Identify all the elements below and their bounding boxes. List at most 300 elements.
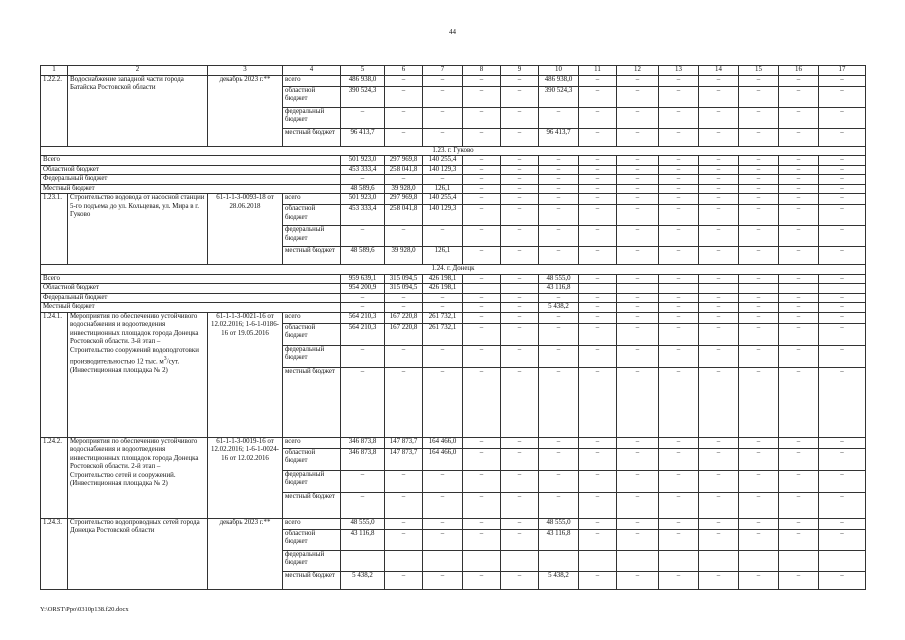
value-cell: – (779, 571, 819, 589)
measure-row (41, 312, 866, 323)
budget-type-label: областной бюджет (283, 86, 341, 107)
value-cell: – (385, 529, 423, 550)
value-cell: – (501, 165, 539, 175)
value-cell: – (779, 247, 819, 265)
value-cell: – (699, 75, 739, 86)
value-cell: – (659, 175, 699, 185)
value-cell: – (539, 312, 579, 323)
value-cell: – (819, 194, 866, 205)
section-title: 1.23. г. Гуково (41, 146, 866, 156)
value-cell: – (385, 175, 423, 185)
value-cell: – (579, 312, 617, 323)
value-cell: – (463, 247, 501, 265)
value-cell: – (423, 175, 463, 185)
value-cell: 390 524,3 (539, 86, 579, 107)
budget-type-label: областной бюджет (283, 323, 341, 345)
value-cell: – (579, 75, 617, 86)
column-number: 16 (779, 66, 819, 76)
value-cell: – (819, 303, 866, 313)
budget-type-label: всего (283, 194, 341, 205)
value-cell: – (501, 156, 539, 166)
value-cell: – (423, 529, 463, 550)
value-cell: 346 873,8 (341, 437, 385, 448)
value-cell: – (739, 184, 779, 194)
value-cell: – (579, 226, 617, 247)
item-name: Строительство водопроводных сетей города Донецка Ростовской области (68, 518, 208, 589)
value-cell: – (699, 205, 739, 226)
value-cell: 315 094,5 (385, 274, 423, 284)
value-cell: – (739, 205, 779, 226)
value-cell: – (579, 437, 617, 448)
value-cell: 261 732,1 (423, 323, 463, 345)
value-cell: – (463, 205, 501, 226)
value-cell: 501 923,0 (341, 156, 385, 166)
value-cell: – (579, 205, 617, 226)
value-cell: – (779, 274, 819, 284)
value-cell: 140 129,3 (423, 205, 463, 226)
value-cell: – (501, 107, 539, 128)
value-cell: 48 589,6 (341, 247, 385, 265)
value-cell: – (579, 128, 617, 146)
value-cell (423, 550, 463, 571)
value-cell: – (463, 75, 501, 86)
value-cell: – (501, 448, 539, 470)
value-cell: 297 969,8 (385, 156, 423, 166)
value-cell: – (617, 303, 659, 313)
value-cell: 48 555,0 (539, 518, 579, 529)
budget-type-label: всего (283, 518, 341, 529)
value-cell: 140 255,4 (423, 194, 463, 205)
column-number: 3 (208, 66, 283, 76)
value-cell: – (819, 184, 866, 194)
column-number: 8 (463, 66, 501, 76)
value-cell: – (819, 205, 866, 226)
value-cell: – (617, 86, 659, 107)
summary-label: Областной бюджет (41, 165, 341, 175)
value-cell: – (739, 165, 779, 175)
value-cell: 126,1 (423, 184, 463, 194)
value-cell: – (463, 492, 501, 518)
value-cell: – (739, 194, 779, 205)
value-cell: – (463, 184, 501, 194)
value-cell: – (779, 184, 819, 194)
measure-row (41, 518, 866, 529)
value-cell: – (659, 293, 699, 303)
value-cell (579, 550, 617, 571)
value-cell: – (539, 470, 579, 492)
column-number: 13 (659, 66, 699, 76)
budget-type-label: всего (283, 312, 341, 323)
summary-row (41, 303, 866, 313)
value-cell: – (617, 571, 659, 589)
value-cell: – (423, 86, 463, 107)
value-cell: – (659, 128, 699, 146)
budget-type-label: федеральный бюджет (283, 345, 341, 367)
value-cell: – (539, 175, 579, 185)
value-cell: – (699, 184, 739, 194)
value-cell: – (579, 323, 617, 345)
value-cell (819, 550, 866, 571)
column-number: 10 (539, 66, 579, 76)
value-cell: – (819, 75, 866, 86)
value-cell: – (501, 194, 539, 205)
value-cell: – (617, 274, 659, 284)
value-cell: – (659, 492, 699, 518)
value-cell: – (819, 175, 866, 185)
value-cell (385, 550, 423, 571)
value-cell: – (539, 107, 579, 128)
value-cell: – (699, 448, 739, 470)
item-number: 1.24.1. (41, 312, 68, 437)
item-term: декабрь 2023 г.** (208, 75, 283, 146)
value-cell: 140 255,4 (423, 156, 463, 166)
value-cell: – (699, 529, 739, 550)
section-heading-row (41, 265, 866, 275)
value-cell: – (659, 529, 699, 550)
column-number: 12 (617, 66, 659, 76)
item-term: декабрь 2023 г.** (208, 518, 283, 589)
value-cell: – (819, 492, 866, 518)
value-cell: – (819, 529, 866, 550)
value-cell: – (579, 345, 617, 367)
value-cell (463, 284, 501, 294)
value-cell: 147 873,7 (385, 448, 423, 470)
value-cell: – (579, 529, 617, 550)
value-cell: – (463, 303, 501, 313)
value-cell: 96 413,7 (539, 128, 579, 146)
value-cell: – (501, 184, 539, 194)
value-cell: – (579, 274, 617, 284)
value-cell: – (739, 312, 779, 323)
value-cell (501, 550, 539, 571)
value-cell: 486 938,0 (341, 75, 385, 86)
value-cell: – (423, 128, 463, 146)
value-cell: – (699, 323, 739, 345)
value-cell: – (463, 345, 501, 367)
value-cell: – (341, 293, 385, 303)
value-cell: – (779, 226, 819, 247)
summary-label: Федеральный бюджет (41, 175, 341, 185)
value-cell: – (779, 518, 819, 529)
value-cell: 164 466,0 (423, 448, 463, 470)
value-cell: – (423, 367, 463, 437)
value-cell: – (739, 492, 779, 518)
budget-type-label: местный бюджет (283, 492, 341, 518)
value-cell: – (659, 345, 699, 367)
value-cell: – (739, 107, 779, 128)
value-cell: 261 732,1 (423, 312, 463, 323)
value-cell: – (659, 470, 699, 492)
budget-type-label: всего (283, 437, 341, 448)
value-cell: 297 969,8 (385, 194, 423, 205)
value-cell (779, 284, 819, 294)
value-cell: – (617, 175, 659, 185)
value-cell: – (739, 274, 779, 284)
value-cell: – (501, 437, 539, 448)
summary-label: Областной бюджет (41, 284, 341, 294)
value-cell: – (501, 293, 539, 303)
value-cell: 48 589,6 (341, 184, 385, 194)
value-cell: – (779, 345, 819, 367)
item-name-part: Мероприятия по обеспечению устойчивого водоснабжения и водоотведения инвестиционных площадок города Донецка Ростовской области. 3-й этап – Строительство сооружений водоподготовки производительностью 12 тыс. м (70, 312, 199, 366)
item-name: Строительство водовода от насосной станции 5-го подъема до ул. Кольцевая, ул. Мира в г. Гуково (68, 194, 208, 265)
value-cell (659, 284, 699, 294)
value-cell: – (779, 156, 819, 166)
value-cell: – (779, 175, 819, 185)
summary-row (41, 293, 866, 303)
value-cell: 954 200,9 (341, 284, 385, 294)
value-cell: – (617, 492, 659, 518)
section-heading-row (41, 146, 866, 156)
value-cell: – (385, 226, 423, 247)
value-cell (739, 550, 779, 571)
value-cell: 426 198,1 (423, 284, 463, 294)
value-cell: – (659, 205, 699, 226)
value-cell: – (617, 165, 659, 175)
value-cell: – (659, 518, 699, 529)
value-cell (699, 284, 739, 294)
value-cell (463, 550, 501, 571)
page-number: 44 (449, 28, 456, 36)
value-cell (779, 550, 819, 571)
value-cell: – (739, 345, 779, 367)
value-cell: – (501, 312, 539, 323)
value-cell: – (463, 293, 501, 303)
value-cell (739, 284, 779, 294)
value-cell: 43 116,8 (539, 284, 579, 294)
budget-type-label: местный бюджет (283, 571, 341, 589)
value-cell: 564 210,3 (341, 312, 385, 323)
value-cell: – (739, 323, 779, 345)
value-cell: – (579, 194, 617, 205)
value-cell: – (617, 226, 659, 247)
value-cell: – (579, 156, 617, 166)
value-cell: – (739, 571, 779, 589)
value-cell: – (819, 293, 866, 303)
value-cell: – (739, 75, 779, 86)
column-number: 9 (501, 66, 539, 76)
value-cell: – (341, 470, 385, 492)
budget-type-label: федеральный бюджет (283, 226, 341, 247)
value-cell: – (779, 323, 819, 345)
value-cell: 167 220,8 (385, 323, 423, 345)
value-cell: – (385, 128, 423, 146)
value-cell: – (463, 571, 501, 589)
column-number: 15 (739, 66, 779, 76)
value-cell (579, 284, 617, 294)
value-cell: – (463, 107, 501, 128)
value-cell: – (539, 448, 579, 470)
value-cell: – (819, 518, 866, 529)
value-cell: 258 041,8 (385, 205, 423, 226)
value-cell: – (579, 184, 617, 194)
budget-type-label: местный бюджет (283, 128, 341, 146)
value-cell: – (463, 194, 501, 205)
value-cell: – (617, 367, 659, 437)
value-cell (341, 550, 385, 571)
value-cell: – (779, 529, 819, 550)
value-cell: – (779, 86, 819, 107)
value-cell: – (463, 128, 501, 146)
value-cell: – (819, 165, 866, 175)
value-cell: – (463, 518, 501, 529)
value-cell: – (617, 437, 659, 448)
budget-type-label: областной бюджет (283, 205, 341, 226)
value-cell: – (385, 518, 423, 529)
value-cell: – (539, 184, 579, 194)
value-cell: – (699, 571, 739, 589)
value-cell: – (819, 86, 866, 107)
value-cell: – (819, 156, 866, 166)
value-cell: – (739, 437, 779, 448)
value-cell: – (779, 75, 819, 86)
value-cell: – (779, 367, 819, 437)
value-cell: – (779, 205, 819, 226)
value-cell: 453 333,4 (341, 165, 385, 175)
value-cell: – (779, 448, 819, 470)
budget-type-label: федеральный бюджет (283, 107, 341, 128)
value-cell: – (819, 571, 866, 589)
value-cell: – (501, 529, 539, 550)
value-cell: – (739, 529, 779, 550)
file-path-footer: Y:\ORST\Ppo\0310p138.f20.docx (40, 606, 129, 613)
value-cell: – (579, 518, 617, 529)
value-cell: – (617, 247, 659, 265)
budget-type-label: областной бюджет (283, 448, 341, 470)
value-cell: – (779, 293, 819, 303)
summary-label: Местный бюджет (41, 184, 341, 194)
value-cell: – (423, 518, 463, 529)
value-cell (819, 284, 866, 294)
value-cell: – (699, 518, 739, 529)
column-number: 11 (579, 66, 617, 76)
value-cell: – (539, 293, 579, 303)
value-cell: – (819, 448, 866, 470)
value-cell: – (699, 226, 739, 247)
value-cell: – (501, 323, 539, 345)
value-cell: – (699, 274, 739, 284)
value-cell: – (617, 470, 659, 492)
value-cell: – (463, 274, 501, 284)
value-cell: – (659, 156, 699, 166)
value-cell: – (659, 194, 699, 205)
value-cell: – (423, 226, 463, 247)
value-cell: – (739, 518, 779, 529)
value-cell: 258 041,8 (385, 165, 423, 175)
value-cell: – (617, 184, 659, 194)
column-number: 1 (41, 66, 68, 76)
value-cell: – (579, 293, 617, 303)
value-cell: – (501, 303, 539, 313)
value-cell: – (423, 470, 463, 492)
value-cell (617, 550, 659, 571)
value-cell: – (819, 312, 866, 323)
value-cell: – (659, 303, 699, 313)
value-cell: – (617, 345, 659, 367)
value-cell: – (385, 303, 423, 313)
value-cell: – (617, 529, 659, 550)
value-cell: – (341, 367, 385, 437)
value-cell: – (501, 345, 539, 367)
value-cell: – (463, 226, 501, 247)
value-cell: – (501, 226, 539, 247)
budget-type-label: местный бюджет (283, 247, 341, 265)
value-cell: – (539, 247, 579, 265)
value-cell: – (699, 107, 739, 128)
summary-row (41, 184, 866, 194)
value-cell: – (739, 226, 779, 247)
value-cell: – (739, 86, 779, 107)
value-cell: – (779, 470, 819, 492)
measure-row (41, 437, 866, 448)
value-cell: 5 438,2 (539, 303, 579, 313)
value-cell: – (699, 293, 739, 303)
value-cell: 126,1 (423, 247, 463, 265)
value-cell: – (659, 247, 699, 265)
value-cell: – (539, 156, 579, 166)
value-cell: – (579, 448, 617, 470)
value-cell: – (617, 128, 659, 146)
value-cell: – (423, 293, 463, 303)
value-cell: – (819, 345, 866, 367)
value-cell: – (739, 293, 779, 303)
value-cell: – (819, 323, 866, 345)
value-cell: – (463, 165, 501, 175)
value-cell (501, 284, 539, 294)
value-cell: – (501, 518, 539, 529)
value-cell: – (385, 571, 423, 589)
value-cell: – (739, 175, 779, 185)
value-cell: – (699, 437, 739, 448)
value-cell: 390 524,3 (341, 86, 385, 107)
value-cell: – (463, 312, 501, 323)
value-cell: – (423, 345, 463, 367)
value-cell (699, 550, 739, 571)
column-number-row (41, 66, 866, 76)
value-cell: – (579, 175, 617, 185)
value-cell: 43 116,8 (341, 529, 385, 550)
value-cell: – (579, 247, 617, 265)
item-term: 61-1-1-3-0093-18 от 28.06.2018 (208, 194, 283, 265)
value-cell: 48 555,0 (341, 518, 385, 529)
value-cell: – (385, 492, 423, 518)
value-cell: – (539, 492, 579, 518)
value-cell: – (539, 194, 579, 205)
summary-label: Местный бюджет (41, 303, 341, 313)
value-cell: – (617, 448, 659, 470)
value-cell: – (617, 107, 659, 128)
value-cell: – (819, 437, 866, 448)
budget-type-label: всего (283, 75, 341, 86)
value-cell: 453 333,4 (341, 205, 385, 226)
summary-row (41, 165, 866, 175)
value-cell: – (501, 247, 539, 265)
value-cell: – (579, 367, 617, 437)
value-cell: – (779, 437, 819, 448)
value-cell: – (341, 107, 385, 128)
budget-table (40, 65, 866, 590)
value-cell: 564 210,3 (341, 323, 385, 345)
budget-type-label: федеральный бюджет (283, 550, 341, 571)
value-cell: 48 555,0 (539, 274, 579, 284)
value-cell: – (699, 247, 739, 265)
value-cell: – (463, 323, 501, 345)
item-name: Водоснабжение западной части города Батайска Ростовской области (68, 75, 208, 146)
value-cell: – (463, 529, 501, 550)
value-cell: 96 413,7 (341, 128, 385, 146)
value-cell: 147 873,7 (385, 437, 423, 448)
value-cell: 346 873,8 (341, 448, 385, 470)
